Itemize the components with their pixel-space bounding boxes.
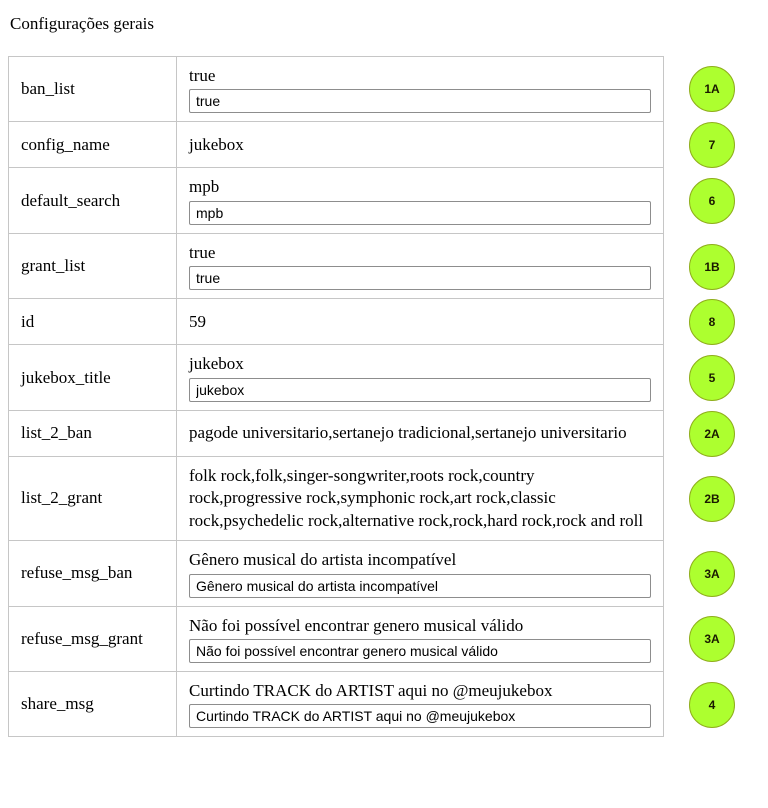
config-value-input[interactable] (189, 266, 651, 290)
config-value-input[interactable] (189, 639, 651, 663)
table-row-refuse_msg_ban (8, 541, 760, 606)
badge-area (664, 541, 760, 606)
config-key-label: ban_list (8, 56, 176, 122)
config-value-text: jukebox (189, 354, 244, 374)
badge-area (664, 607, 760, 672)
config-value-cell (176, 122, 664, 168)
config-value-input[interactable] (189, 378, 651, 402)
table-row-default_search (8, 168, 760, 233)
status-badge: 8 (689, 299, 735, 345)
badge-area (664, 122, 760, 168)
config-value-text: true (189, 242, 216, 262)
badge-area (664, 299, 760, 345)
table-row-grant_list (8, 234, 760, 299)
config-value-input[interactable] (189, 201, 651, 225)
config-key-label: refuse_msg_ban (8, 541, 176, 606)
badge-area (664, 234, 760, 299)
badge-area (664, 672, 760, 737)
config-value-cell (176, 234, 664, 299)
table-row-ban_list (8, 56, 760, 122)
config-value-text: Curtindo TRACK do ARTIST aqui no @meujukebox (189, 680, 553, 700)
config-value-text: folk rock,folk,singer-songwriter,roots rock,country rock,progressive rock,symphonic rock,art rock,classic rock,psychedelic rock,alternative rock,rock,hard rock,rock and roll (189, 465, 644, 530)
config-value-cell (176, 541, 664, 606)
config-value-text: Gênero musical do artista incompatível (189, 550, 457, 570)
config-value-cell (176, 168, 664, 233)
config-value-cell (176, 56, 664, 122)
badge-area (664, 411, 760, 457)
config-value-cell (176, 345, 664, 410)
config-value-text: 59 (189, 311, 206, 331)
config-value-cell (176, 457, 664, 541)
config-value-text: Não foi possível encontrar genero musical válido (189, 615, 524, 635)
config-key-label: refuse_msg_grant (8, 607, 176, 672)
config-value-input[interactable] (189, 704, 651, 728)
config-value-text: jukebox (189, 134, 244, 154)
table-row-list_2_ban (8, 411, 760, 457)
badge-area (664, 56, 760, 122)
config-value-text: true (189, 66, 216, 85)
status-badge: 7 (689, 122, 735, 168)
badge-area (664, 457, 760, 541)
table-row-id (8, 299, 760, 345)
config-key-label: share_msg (8, 672, 176, 737)
status-badge: 3A (689, 551, 735, 597)
status-badge: 1B (689, 244, 735, 290)
status-badge: 5 (689, 355, 735, 401)
config-key-label: list_2_ban (8, 411, 176, 457)
config-value-text: mpb (189, 177, 220, 197)
status-badge: 3A (689, 616, 735, 662)
config-value-cell (176, 411, 664, 457)
status-badge: 4 (689, 682, 735, 728)
table-row-share_msg (8, 672, 760, 737)
badge-area (664, 168, 760, 233)
config-value-cell (176, 299, 664, 345)
config-key-label: id (8, 299, 176, 345)
config-key-label: list_2_grant (8, 457, 176, 541)
config-value-input[interactable] (189, 89, 651, 113)
table-row-config_name (8, 122, 760, 168)
status-badge: 6 (689, 178, 735, 224)
config-value-cell (176, 607, 664, 672)
config-value-cell (176, 672, 664, 737)
config-key-label: default_search (8, 168, 176, 233)
config-key-label: jukebox_title (8, 345, 176, 410)
config-key-label: config_name (8, 122, 176, 168)
config-table (8, 56, 760, 737)
badge-area (664, 345, 760, 410)
config-value-input[interactable] (189, 574, 651, 598)
status-badge: 1A (689, 66, 735, 112)
table-row-refuse_msg_grant (8, 607, 760, 672)
table-row-jukebox_title (8, 345, 760, 410)
status-badge: 2A (689, 411, 735, 457)
table-row-list_2_grant (8, 457, 760, 541)
page-title: Configurações gerais (10, 14, 154, 33)
config-key-label: grant_list (8, 234, 176, 299)
status-badge: 2B (689, 476, 735, 522)
config-value-text: pagode universitario,sertanejo tradicional,sertanejo universitario (189, 423, 627, 443)
